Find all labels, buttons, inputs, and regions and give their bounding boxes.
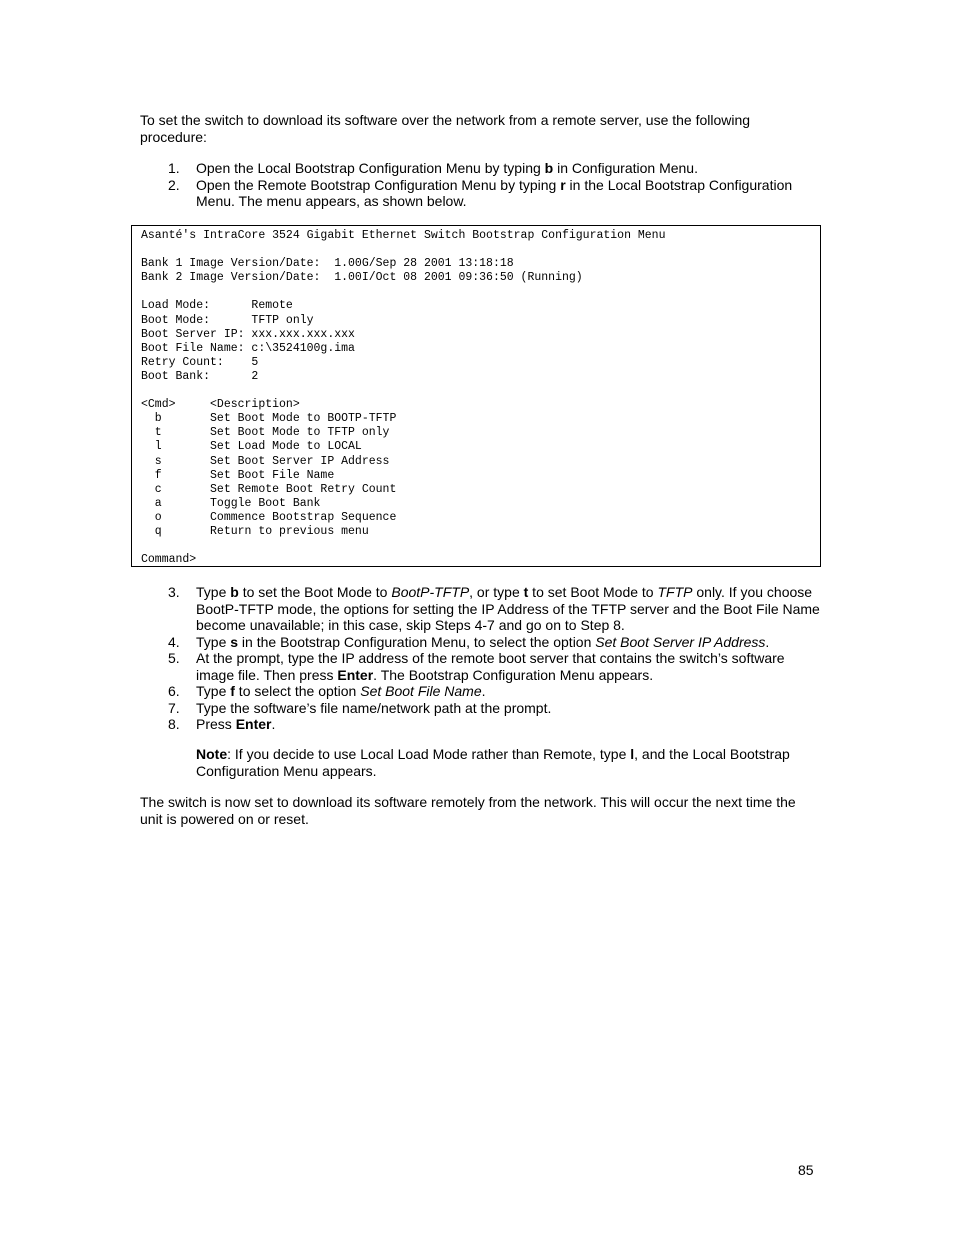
bold-text: Note — [196, 746, 228, 762]
list-item-number: 5. — [168, 650, 180, 666]
text-run: , and the Local Bootstrap Configuration Menu appears. — [196, 746, 790, 779]
intro-paragraph: To set the switch to download its software over the network from a remote server, use the following procedure: — [140, 112, 751, 145]
steps-list-second — [140, 584, 820, 733]
list-item-number: 3. — [168, 584, 180, 600]
italic-text: Set Boot Server IP Address — [595, 633, 766, 650]
text-run: in the Bootstrap Configuration Menu, to select the option — [238, 633, 596, 650]
bold-text: t — [523, 584, 529, 600]
list-item-number: 2. — [168, 176, 180, 193]
text-run: Type the software’s file name/network path at the prompt. — [196, 699, 552, 716]
italic-text: Set Boot File Name — [360, 683, 482, 699]
bold-text: s — [230, 633, 239, 650]
text-run: , or type — [469, 584, 524, 600]
text-run: . — [271, 716, 276, 732]
bold-text: l — [630, 746, 635, 762]
bold-text: r — [560, 176, 566, 193]
outro-paragraph: The switch is now set to download its software remotely from the network. This will occur the next time the unit is powered on or reset. — [140, 794, 796, 827]
list-item — [140, 177, 820, 210]
bootstrap-menu-terminal — [131, 225, 821, 567]
list-item — [140, 160, 820, 177]
steps-list-first — [140, 160, 820, 210]
list-item — [140, 650, 820, 683]
note-paragraph — [196, 746, 816, 779]
page-number: 85 — [798, 1162, 814, 1178]
text-run: At the prompt, type the IP address of the remote boot server that contains the switch’s software image file. Then press — [196, 650, 785, 683]
list-item-number: 1. — [168, 160, 180, 176]
text-run: in the Local Bootstrap Configuration Menu. The menu appears, as shown below. — [196, 176, 793, 209]
list-item — [140, 716, 820, 733]
text-run: in Configuration Menu. — [553, 160, 698, 176]
text-run: . The Bootstrap Configuration Menu appears. — [373, 666, 654, 683]
list-item — [140, 634, 820, 651]
text-run: Open the Remote Bootstrap Configuration Menu by typing — [196, 176, 561, 193]
italic-text: BootP-TFTP — [391, 584, 470, 600]
list-item-number: 4. — [168, 633, 180, 650]
text-run: to select the option — [234, 683, 361, 699]
text-run: Press — [196, 716, 236, 732]
text-run: Type — [196, 683, 231, 699]
italic-text: TFTP — [657, 584, 693, 600]
list-item-number: 7. — [168, 699, 180, 716]
text-run: only. If you choose BootP-TFTP mode, the options for setting the IP Address of the TFTP server and the Boot File Name become unavailable; in this case, skip Steps 4-7 and go on to Step 8. — [196, 584, 820, 633]
text-run: to set Boot Mode to — [528, 584, 658, 600]
list-item-number: 6. — [168, 683, 180, 699]
bold-text: Enter — [235, 716, 272, 732]
text-run: : If you decide to use Local Load Mode rather than Remote, type — [227, 746, 631, 762]
list-item — [140, 700, 820, 717]
text-run: . — [481, 683, 486, 699]
text-run: to set the Boot Mode to — [238, 584, 392, 600]
text-run: Open the Local Bootstrap Configuration Menu by typing — [196, 160, 545, 176]
list-item — [140, 584, 820, 634]
bold-text: Enter — [337, 666, 374, 683]
bold-text: b — [544, 160, 554, 176]
text-run: Type — [196, 633, 231, 650]
list-item-number: 8. — [168, 716, 180, 732]
text-run: . — [765, 633, 770, 650]
bold-text: b — [230, 584, 239, 600]
terminal-text: Asanté's IntraCore 3524 Gigabit Ethernet Switch Bootstrap Configuration Menu Bank 1 Image Version/Date: 1.00G/Sep 28 2001 13:18:18 Bank 2 Image Version/Date: 1.00I/Oct 08 2001 09:36:50 (Running) Load Mode: Remote Boot Mode: TFTP only Boot Server IP: xxx.xxx.xxx.xxx Boot File Name: c:\3524100g.ima Retry Count: 5 Boot Bank: 2 <Cmd> <Description> b Set Boot Mode to BOOTP-TFTP t Set Boot Mode to TFTP only l Set Load Mode to LOCAL s Set Boot Server IP Address f Set Boot File Name c Set Remote Boot Retry Count a Toggle Boot Bank o Commence Bootstrap Sequence q Return to previous menu Command> — [141, 229, 666, 567]
list-item — [140, 683, 820, 700]
bold-text: f — [230, 683, 235, 699]
text-run: Type — [196, 584, 231, 600]
